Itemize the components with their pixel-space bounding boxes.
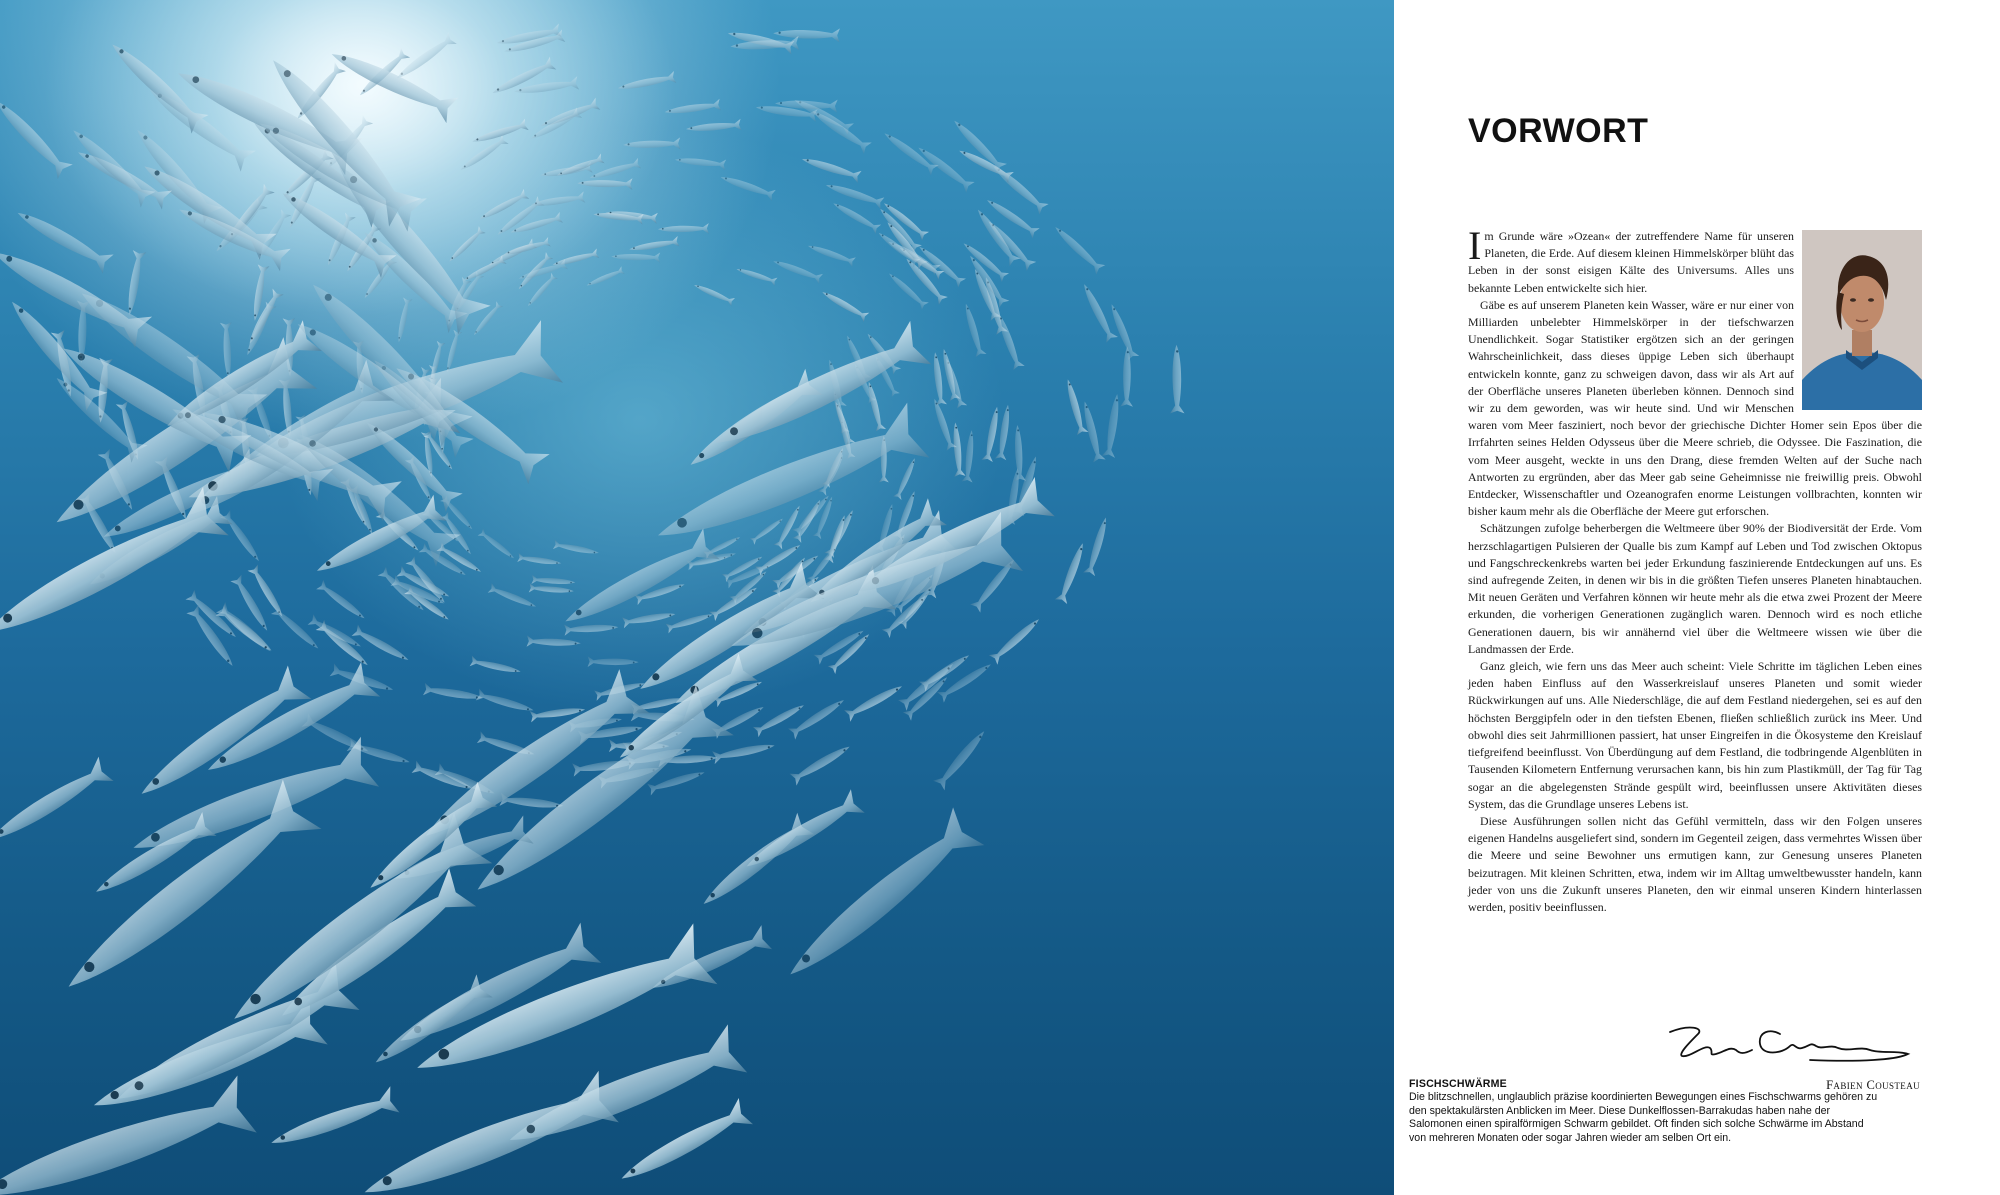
author-name: Fabien Cousteau <box>1826 1078 1920 1092</box>
author-signature <box>1660 1020 1920 1070</box>
page-title: VORWORT <box>1468 112 1649 150</box>
paragraph-5: Diese Ausführungen sollen nicht das Gefühl vermitteln, dass wir den Folgen unseres eigenen Handelns ausgeliefert sind, sondern im Gegenteil zeigen, dass vermehrtes Wissen über die Meere und seine Bewohner uns ermutigen kann, zur Genesung unseres Planeten beizutragen. Mit kleinen Schritten, etwa, indem wir im Alltag umweltbewusster handeln, kann jeder von uns die Zukunft unseres Planeten, den wir einmal unseren Kindern hinterlassen werden, positiv beeinflussen. <box>1468 813 1922 914</box>
paragraph-3: Schätzungen zufolge beherbergen die Weltmeere über 90% der Biodiversität der Erde. Vom herzschlagartigen Pulsieren der Qualle bis zum Kampf auf Leben und Tod zwischen Oktopus und Fangschreckenkrebs warten bei jeder Erkundung faszinierende Entdeckungen auf uns. Es sind aufregende Zeiten, in denen wir bis in die größten Tiefen unseres Planeten hinabtauchen. Mit neuen Geräten und Verfahren können wir heute mehr als die etwa zwei Prozent der Meere erkunden, die vorherigen Generationen zugänglich waren. Dennoch wird es noch etliche Generationen dauern, bis wir annähernd viel über die Weltmeere wissen wie über die Landmassen der Erde. <box>1468 521 1922 656</box>
foreword-text <box>1468 223 1922 916</box>
paragraph-2: Gäbe es auf unserem Planeten kein Wasser, wäre er nur einer von Milliarden unbelebter Himmelskörper in der tiefschwarzen Unendlichkeit. Sogar Statistiker ergötzen sich an der geringen Wahrscheinlichkeit, dass dieses üppige Leben sich überhaupt entwickeln konnte, ganz zu schweigen davon, dass wir als Art auf der Oberfläche unseres Planeten überleben können. Dennoch sind wir zu dem geworden, was wir heute sind. Und wir Menschen waren vom Meer fasziniert, noch bevor der griechische Dichter Homer sein Epos über die Irrfahrten seines Helden Odysseus über die Meere schrieb, die Odyssee. Die Faszination, die vom Meer ausgeht, weckte in uns den Drang, diese fremden Welten auf der Suche nach Antworten zu ergründen, aber das Meer gab seine Geheimnisse nie freiwillig preis. Obwohl Entdecker, Wissenschaftler und Ozeanografen enorme Leistungen vollbrachten, konnten wir bisher kaum mehr als die Oberfläche der Meere gut erforschen. <box>1468 297 1922 519</box>
caption-text: Die blitzschnellen, unglaublich präzise koordinierten Bewegungen eines Fischschwarms gehören zu den spektakulärsten Anblicken im Meer. Diese Dunkelflossen-Barrakudas haben nahe der Salomonen einen spiralförmigen Schwarm gebildet. Oft finden sich solche Schwärme im Abstand von mehreren Monaten oder sogar Jahren wieder am selben Ort ein. <box>1409 1091 1878 1144</box>
paragraph-4: Ganz gleich, wie fern uns das Meer auch scheint: Viele Schritte im täglichen Leben eines jeden haben Einfluss auf den Wasserkreislauf unseres Planeten und somit wieder Rückwirkungen auf uns. Alle Niederschläge, die auf dem Festland niedergehen, sei es auf den höchsten Berggipfeln oder in den tiefsten Ebenen, fließen schließlich zurück ins Meer. Und obwohl dies seit Jahrmillionen passiert, hat unser Eingreifen in die Ökosysteme den Kreislauf tiefgreifend beeinflusst. Von Überdüngung auf dem Festland, die todbringende Algenblüten in Tausenden Kilometern Entfernung verursachen kann, bis hin zum Plastikmüll, der Tag für Tag sogar an die abgelegensten Strände gespült wird, beeinflussen unsere Aktivitäten dieses System, das die Grundlage unseres Lebens ist. <box>1468 659 1922 811</box>
caption-title: FISCHSCHWÄRME <box>1409 1078 1507 1090</box>
portrait-spacer <box>1794 228 1922 416</box>
paragraph-1-text: m Grunde wäre »Ozean« der zutreffendere Name für unseren Planeten, die Erde. Auf diesem kleinen Himmelskörper blüht das Leben in der sonst eisigen Kälte des Universums. Alles uns bekannte Leben entwickelte sich hier. <box>1468 229 1794 295</box>
dropcap: I <box>1468 223 1482 268</box>
signature-image <box>1660 1020 1920 1070</box>
